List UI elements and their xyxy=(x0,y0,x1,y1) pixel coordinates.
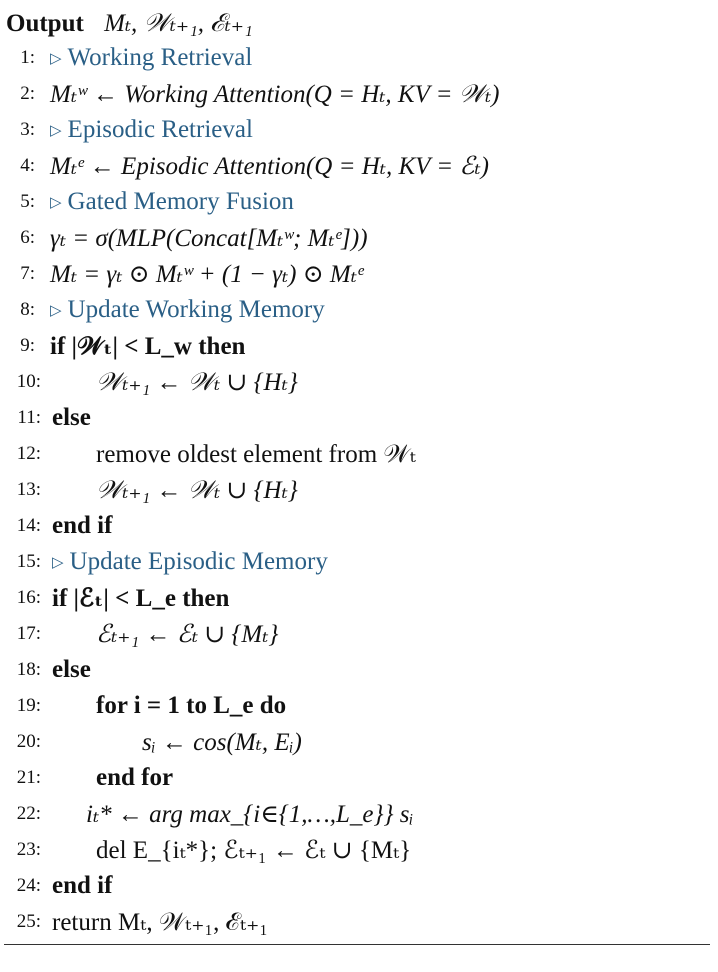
algorithm-line xyxy=(0,364,298,400)
algorithm-line xyxy=(0,760,173,796)
algorithm-line xyxy=(0,544,328,580)
statement: Mₜʷ ← Working Attention(Q = Hₜ, KV = 𝒲ₜ) xyxy=(50,81,500,108)
line-number: 5: xyxy=(20,191,35,212)
line-number: 18: xyxy=(16,659,41,680)
comment-line: ▷ Working Retrieval xyxy=(50,44,253,71)
algorithm-line xyxy=(0,220,368,256)
statement-if: if |𝒲ₜ| < L_w then xyxy=(50,333,246,360)
statement: Mₜᵉ ← Episodic Attention(Q = Hₜ, KV = ℰₜ) xyxy=(50,153,489,180)
statement: 𝒲ₜ₊₁ ← 𝒲ₜ ∪ {Hₜ} xyxy=(96,369,298,396)
line-number: 6: xyxy=(20,227,35,248)
line-number: 7: xyxy=(20,263,35,284)
algorithm-line xyxy=(0,256,363,292)
algorithm-line xyxy=(0,688,286,724)
comment-line: ▷ Update Episodic Memory xyxy=(52,548,328,575)
algorithm-line xyxy=(0,40,252,76)
algorithm-line xyxy=(0,724,302,760)
algorithm-line xyxy=(0,436,416,472)
output-keyword: Output xyxy=(6,10,84,37)
line-number: 1: xyxy=(20,47,35,68)
statement-del: del E_{iₜ*}; ℰₜ₊₁ ← ℰₜ ∪ {Mₜ} xyxy=(96,837,412,864)
statement-else: else xyxy=(52,656,91,683)
line-number: 15: xyxy=(16,551,41,572)
algorithm-line xyxy=(0,796,413,832)
line-number: 23: xyxy=(16,839,41,860)
line-number: 12: xyxy=(16,443,41,464)
bottom-rule xyxy=(4,944,710,945)
line-number: 19: xyxy=(16,695,41,716)
algorithm-line xyxy=(0,328,245,364)
output-variables: Mₜ, 𝒲ₜ₊₁, ℰₜ₊₁ xyxy=(104,10,253,37)
comment-line: ▷ Episodic Retrieval xyxy=(50,116,253,143)
line-number: 2: xyxy=(20,83,35,104)
statement: remove oldest element from 𝒲ₜ xyxy=(96,441,416,468)
algorithm-line xyxy=(0,904,268,940)
algorithm-line xyxy=(0,616,278,652)
algorithm-line xyxy=(0,400,91,436)
line-number: 13: xyxy=(16,479,41,500)
statement: Mₜ = γₜ ⊙ Mₜʷ + (1 − γₜ) ⊙ Mₜᵉ xyxy=(50,261,364,288)
statement: γₜ = σ(MLP(Concat[Mₜʷ; Mₜᵉ])) xyxy=(50,225,368,252)
comment-triangle-icon: ▷ xyxy=(50,51,62,67)
line-number: 4: xyxy=(20,155,35,176)
algorithm-line xyxy=(0,868,112,904)
line-number: 10: xyxy=(16,371,41,392)
statement-if: if |ℰₜ| < L_e then xyxy=(52,585,230,612)
statement: ℰₜ₊₁ ← ℰₜ ∪ {Mₜ} xyxy=(96,621,279,648)
line-number: 21: xyxy=(16,767,41,788)
comment-triangle-icon: ▷ xyxy=(50,303,62,319)
comment-triangle-icon: ▷ xyxy=(50,195,62,211)
algorithm-line xyxy=(0,832,411,868)
line-number: 3: xyxy=(20,119,35,140)
line-number: 11: xyxy=(17,407,41,428)
algorithm-line xyxy=(0,580,229,616)
comment-triangle-icon: ▷ xyxy=(52,555,64,571)
line-number: 17: xyxy=(16,623,41,644)
algorithm-line xyxy=(0,184,294,220)
statement-return: return Mₜ, 𝒲ₜ₊₁, ℰₜ₊₁ xyxy=(52,909,269,936)
line-number: 14: xyxy=(16,515,41,536)
algorithm-line xyxy=(0,148,489,184)
algorithm-output-header xyxy=(6,8,253,40)
statement-end-if: end if xyxy=(52,872,113,899)
line-number: 25: xyxy=(16,911,41,932)
line-number: 8: xyxy=(20,299,35,320)
statement-end-if: end if xyxy=(52,512,113,539)
statement-for: for i = 1 to L_e do xyxy=(96,692,287,719)
comment-triangle-icon: ▷ xyxy=(50,123,62,139)
line-number: 9: xyxy=(20,335,35,356)
line-number: 22: xyxy=(16,803,41,824)
line-number: 24: xyxy=(16,875,41,896)
comment-line: ▷ Update Working Memory xyxy=(50,296,325,323)
algorithm-line xyxy=(0,652,91,688)
statement: iₜ* ← arg max_{i∈{1,…,L_e}} sᵢ xyxy=(86,801,414,828)
algorithm-line xyxy=(0,112,253,148)
statement: 𝒲ₜ₊₁ ← 𝒲ₜ ∪ {Hₜ} xyxy=(96,477,298,504)
algorithm-line xyxy=(0,472,298,508)
algorithm-line xyxy=(0,292,325,328)
algorithm-line xyxy=(0,508,112,544)
line-number: 16: xyxy=(16,587,41,608)
algorithm-line xyxy=(0,76,500,112)
statement-end-for: end for xyxy=(96,764,174,791)
statement: sᵢ ← cos(Mₜ, Eᵢ) xyxy=(142,729,302,756)
comment-line: ▷ Gated Memory Fusion xyxy=(50,188,294,215)
line-number: 20: xyxy=(16,731,41,752)
statement-else: else xyxy=(52,404,91,431)
